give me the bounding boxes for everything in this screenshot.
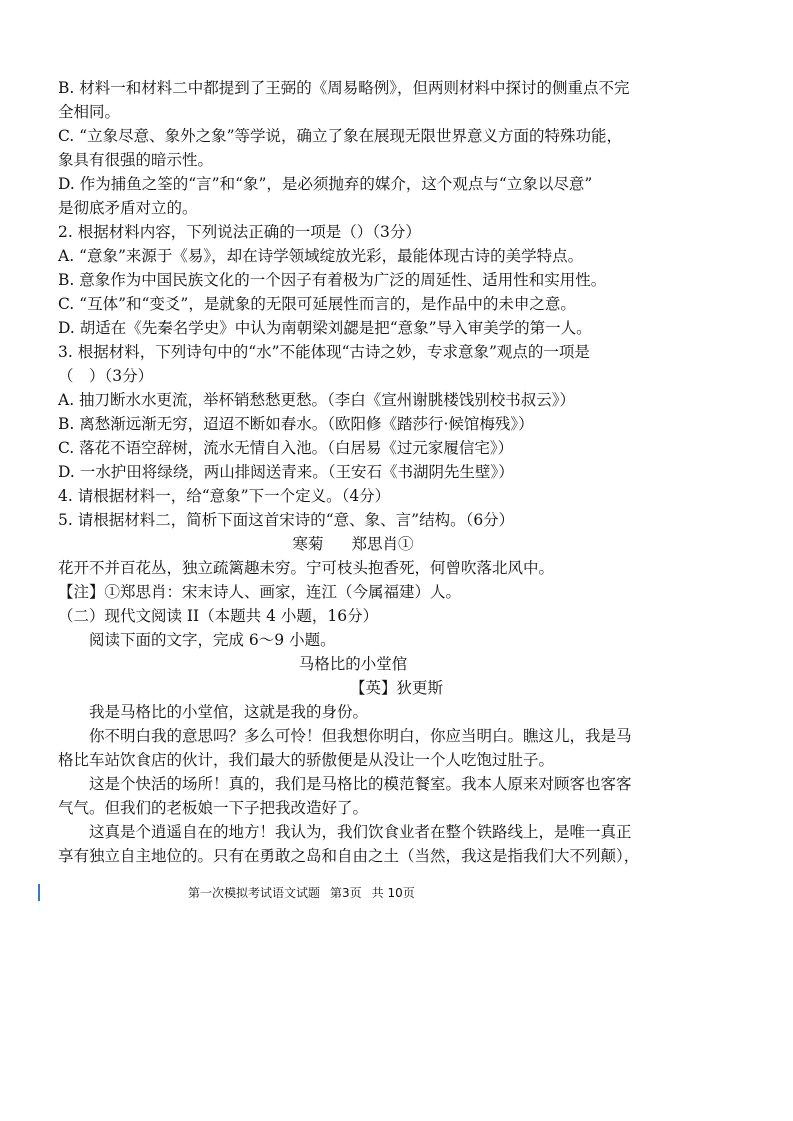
text-line: 是彻底矛盾对立的。 bbox=[58, 199, 198, 217]
option-c: C. “互体”和“变爻”，是就象的无限可延展性而言的，是作品中的未申之意。 bbox=[58, 295, 576, 313]
question-3: 3. 根据材料，下列诗句中的“水”不能体现“古诗之妙，专求意象”观点的一项是 bbox=[58, 343, 590, 361]
footer-exam-title: 第一次模拟考试语文试题 bbox=[188, 886, 321, 900]
story-paragraph: 我是马格比的小堂倌，这就是我的身份。 bbox=[89, 703, 369, 721]
story-paragraph: 这是个快活的场所！真的，我们是马格比的模范餐室。我本人原来对顾客也客客 bbox=[89, 775, 632, 793]
text-line: C. “立象尽意、象外之象”等学说，确立了象在展现无限世界意义方面的特殊功能， bbox=[58, 127, 623, 145]
story-paragraph-cont: 格比车站饮食店的伙计，我们最大的骄傲便是从没让一个人吃饱过肚子。 bbox=[58, 751, 555, 769]
story-paragraph-cont: 享有独立自主地位的。只有在勇敢之岛和自由之土（当然，我这是指我们大不列颠）， bbox=[58, 847, 640, 865]
question-3-score: （ ）（3分） bbox=[58, 367, 154, 385]
section-instruction: 阅读下面的文字，完成 6～9 小题。 bbox=[89, 631, 336, 649]
text-cursor-bar bbox=[38, 884, 40, 901]
poem-author: 郑思肖① bbox=[351, 535, 414, 553]
footer-total-pages: 共 10页 bbox=[371, 886, 415, 900]
text-line: D. 作为捕鱼之筌的“言”和“象”，是必须抛弃的媒介，这个观点与“立象以尽意” bbox=[58, 175, 593, 193]
question-5: 5. 请根据材料二，简析下面这首宋诗的“意、象、言”结构。（6分） bbox=[58, 511, 515, 529]
story-paragraph: 你不明白我的意思吗？多么可怜！但我想你明白，你应当明白。瞧这儿，我是马 bbox=[89, 727, 632, 745]
option-d: D. 一水护田将绿绕，两山排闼送青来。（王安石《书湖阴先生壁》） bbox=[58, 463, 514, 481]
text-line: 象具有很强的暗示性。 bbox=[58, 151, 214, 169]
story-title: 马格比的小堂倌 bbox=[298, 655, 408, 673]
story-paragraph: 这真是个逍遥自在的地方！我认为，我们饮食业者在整个铁路线上，是唯一真正 bbox=[89, 823, 632, 841]
text-line: 全相同。 bbox=[58, 103, 121, 121]
option-d: D. 胡适在《先秦名学史》中认为南朝梁刘勰是把“意象”导入审美学的第一人。 bbox=[58, 319, 592, 337]
option-a: A. 抽刀断水水更流，举杯销愁愁更愁。（李白《宣州谢朓楼饯别校书叔云》） bbox=[58, 391, 576, 409]
footer-page-number: 第3页 bbox=[330, 886, 362, 900]
poem-note: 【注】①郑思肖：宋末诗人、画家，连江（今属福建）人。 bbox=[58, 583, 462, 601]
footer-text bbox=[188, 885, 425, 901]
section-heading: （二）现代文阅读 II（本题共 4 小题，16分） bbox=[58, 607, 379, 625]
question-2: 2. 根据材料内容，下列说法正确的一项是（）（3分） bbox=[58, 223, 421, 241]
option-b: B. 意象作为中国民族文化的一个因子有着极为广泛的周延性、适用性和实用性。 bbox=[58, 271, 607, 289]
story-author: 【英】狄更斯 bbox=[350, 679, 444, 697]
poem-heading bbox=[58, 532, 648, 556]
option-b: B. 离愁渐远渐无穷，迢迢不断如春水。（欧阳修《踏莎行·候馆梅残》） bbox=[58, 415, 534, 433]
poem-title: 寒菊 bbox=[292, 535, 324, 553]
page-footer bbox=[0, 884, 793, 904]
option-a: A. “意象”来源于《易》，却在诗学领域绽放光彩，最能体现古诗的美学特点。 bbox=[58, 247, 584, 265]
story-paragraph-cont: 气气。但我们的老板娘一下子把我改造好了。 bbox=[58, 799, 369, 817]
option-c: C. 落花不语空辞树，流水无情自入池。（白居易《过元家履信宅》） bbox=[58, 439, 514, 457]
text-line: B. 材料一和材料二中都提到了王弼的《周易略例》，但两则材料中探讨的侧重点不完 bbox=[58, 79, 630, 97]
question-4: 4. 请根据材料一，给“意象”下一个定义。（4分） bbox=[58, 487, 391, 505]
document-page bbox=[58, 76, 648, 868]
poem-body: 花开不并百花丛，独立疏篱趣未穷。宁可枝头抱香死，何曾吹落北风中。 bbox=[58, 559, 555, 577]
